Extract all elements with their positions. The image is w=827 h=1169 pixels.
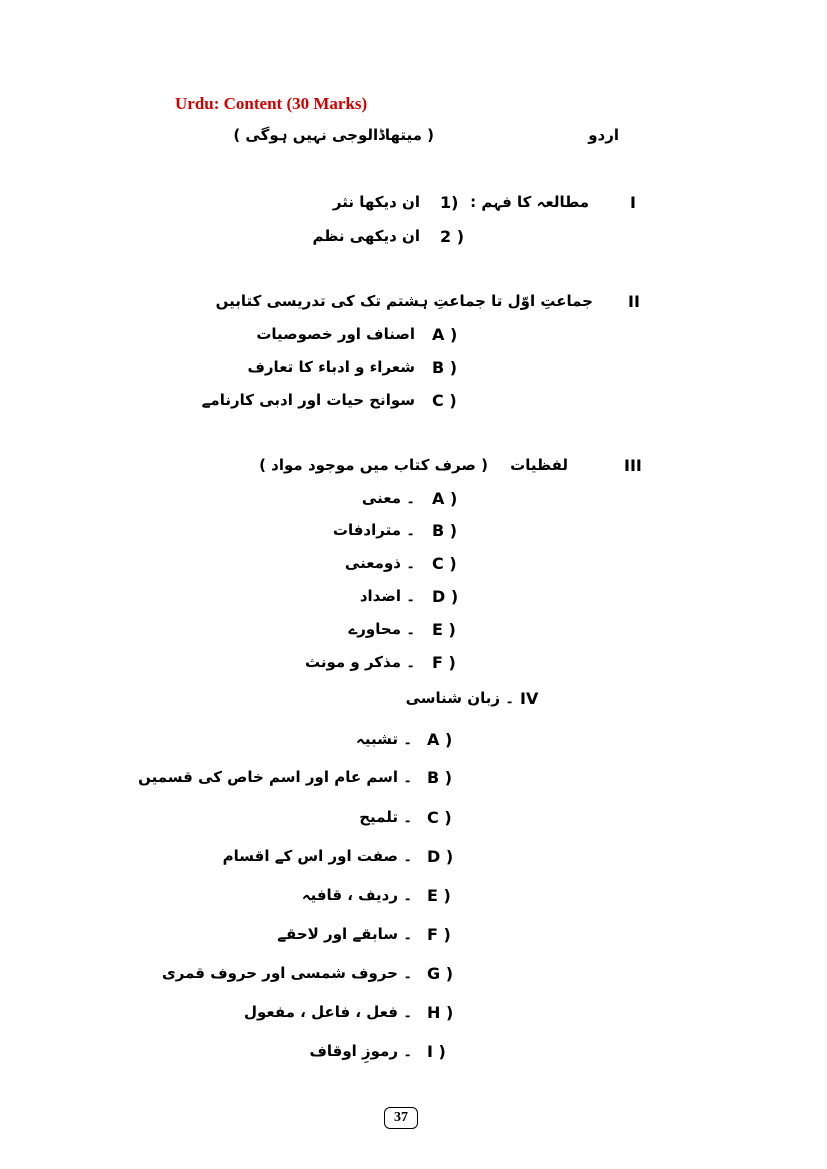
section-4-item-text: ۔ حروف شمسی اور حروف قمری (162, 964, 412, 982)
section-3-item-label: F ) (432, 653, 456, 672)
section-2-title: جماعتِ اوّل تا جماعتِ ہشتم تک کی تدریسی کتابیں (215, 292, 593, 310)
section-1-item-label: 2 ) (440, 227, 465, 246)
section-4-item-label: I ) (427, 1042, 446, 1061)
section-3-item-text: ۔ ذومعنی (344, 554, 415, 572)
section-3-note: ( صرف کتاب میں موجود مواد ) (259, 456, 488, 474)
section-4-item-label: H ) (427, 1003, 454, 1022)
section-3-item-text: ۔ اضداد (359, 587, 415, 605)
section-1-item-label: 1) (440, 193, 459, 212)
section-3-item-text: ۔ مترادفات (332, 521, 415, 539)
section-4-item-text: ۔ اسم عام اور اسم خاص کی قسمیں (138, 768, 412, 786)
section-4-item-text: ۔ سابقے اور لاحقے (277, 925, 412, 943)
page-number: 37 (384, 1107, 418, 1129)
section-1-title: مطالعہ کا فہم : (470, 193, 589, 211)
section-4-item-text: ۔ رموزِ اوقاف (309, 1042, 412, 1060)
section-2-item-label: A ) (432, 325, 458, 344)
section-3-item-label: E ) (432, 620, 456, 639)
section-2-item-label: B ) (432, 358, 458, 377)
section-4-item-label: D ) (427, 847, 454, 866)
methodology-note: ( میتھاڈالوجی نہیں ہوگی ) (233, 126, 434, 144)
section-4-item-label: B ) (427, 768, 453, 787)
section-2-item-text: سوانح حیات اور ادبی کارنامے (201, 391, 415, 409)
section-4-item-text: ۔ تشبیہ (356, 730, 412, 748)
page-title: Urdu: Content (30 Marks) (175, 94, 368, 113)
section-3-title: لفظیات (510, 456, 568, 474)
section-1-numeral: I (630, 193, 636, 212)
section-2-item-text: شعراء و ادباء کا تعارف (247, 358, 415, 376)
section-4-item-text: ۔ صفت اور اس کے اقسام (222, 847, 412, 865)
section-4-item-text: ۔ فعل ، فاعل ، مفعول (243, 1003, 412, 1021)
section-3-item-label: B ) (432, 521, 458, 540)
section-4-item-text: ۔ تلمیح (359, 808, 412, 826)
section-2-item-label: C ) (432, 391, 457, 410)
subject-label: اردو (588, 126, 619, 144)
section-2-numeral: II (628, 292, 640, 311)
section-3-item-text: ۔ محاورے (348, 620, 415, 638)
section-1-item-text: ان دیکھی نظم (312, 227, 420, 245)
section-3-item-label: D ) (432, 587, 459, 606)
section-4-title: ۔ زبان شناسی (405, 689, 514, 707)
section-3-numeral: III (624, 456, 642, 475)
section-4-item-label: F ) (427, 925, 451, 944)
section-4-numeral: IV (520, 689, 539, 708)
section-4-item-label: A ) (427, 730, 453, 749)
section-3-item-label: C ) (432, 554, 457, 573)
section-3-item-text: ۔ مذکر و مونث (305, 653, 415, 671)
section-4-item-text: ۔ ردیف ، قافیہ (301, 886, 412, 904)
section-4-item-label: E ) (427, 886, 451, 905)
section-4-item-label: C ) (427, 808, 452, 827)
section-3-item-text: ۔ معنی (361, 489, 415, 507)
section-2-item-text: اصناف اور خصوصیات (256, 325, 415, 343)
section-1-item-text: ان دیکھا نثر (332, 193, 420, 211)
section-3-item-label: A ) (432, 489, 458, 508)
section-4-item-label: G ) (427, 964, 454, 983)
